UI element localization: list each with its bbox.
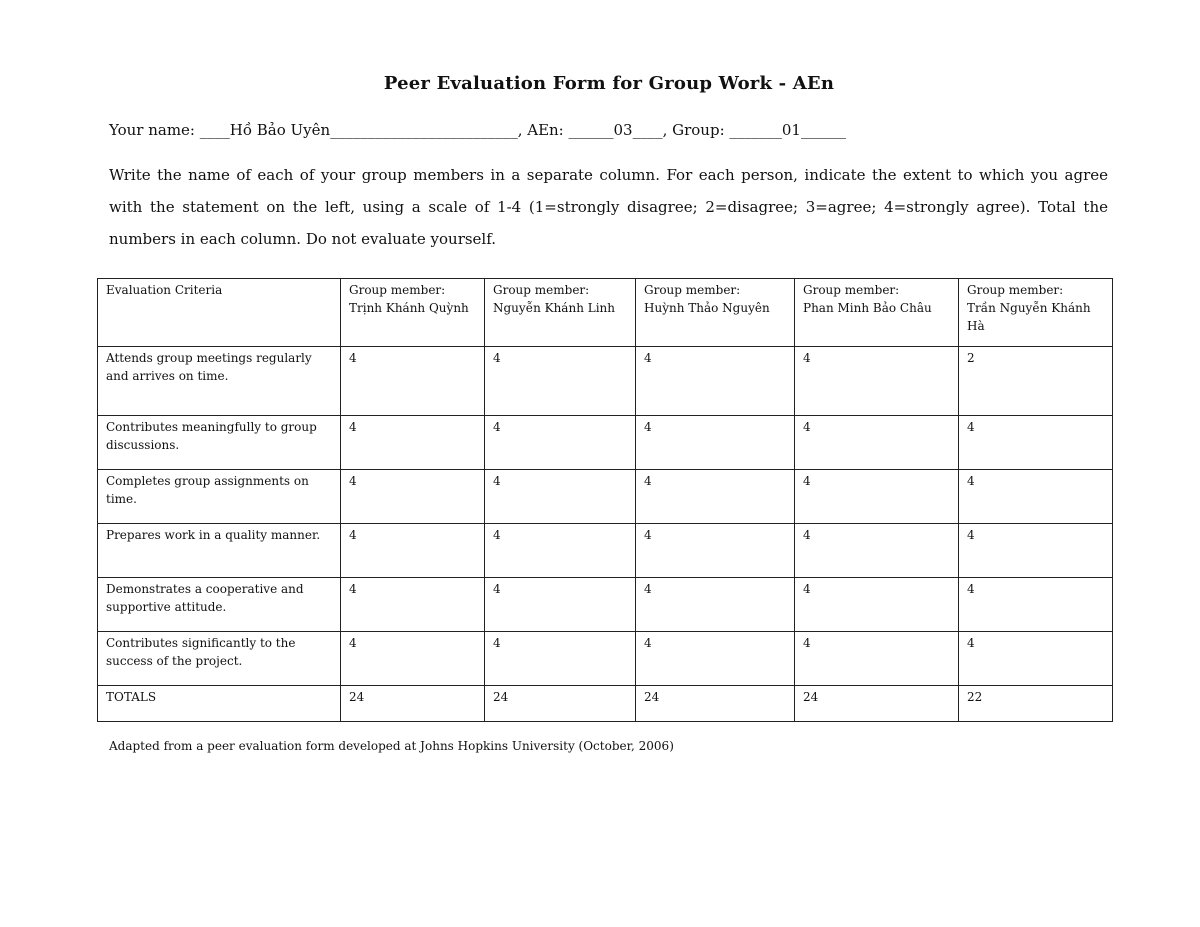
- score-cell: 4: [959, 524, 1113, 578]
- score-cell: 4: [795, 632, 959, 686]
- score-cell: 4: [485, 578, 636, 632]
- total-cell: 24: [795, 686, 959, 722]
- score-cell: 4: [485, 524, 636, 578]
- total-cell: 24: [341, 686, 485, 722]
- score-cell: 4: [959, 632, 1113, 686]
- score-cell: 4: [341, 578, 485, 632]
- form-title: Peer Evaluation Form for Group Work - AEn: [383, 73, 835, 94]
- score-cell: 4: [795, 347, 959, 416]
- score-cell: 4: [959, 470, 1113, 524]
- totals-row: [98, 686, 1113, 722]
- table-row: [98, 524, 1113, 578]
- total-cell: 22: [959, 686, 1113, 722]
- score-cell: 2: [959, 347, 1113, 416]
- score-cell: 4: [341, 524, 485, 578]
- table-header-row: [98, 279, 1113, 347]
- score-cell: 4: [795, 416, 959, 470]
- score-cell: 4: [636, 578, 795, 632]
- score-cell: 4: [795, 470, 959, 524]
- table-row: [98, 416, 1113, 470]
- evaluation-table: [97, 278, 1113, 722]
- score-cell: 4: [795, 524, 959, 578]
- member-header: Group member: Phan Minh Bảo Châu: [795, 279, 959, 347]
- criterion-cell: Demonstrates a cooperative and supportive attitude.: [98, 578, 341, 632]
- score-cell: 4: [636, 524, 795, 578]
- student-info-line: Your name: ____Hồ Bảo Uyên_________________________, AEn: ______03____, Group: _______01______: [109, 121, 846, 139]
- table-row: [98, 347, 1113, 416]
- score-cell: 4: [636, 347, 795, 416]
- member-header: Group member: Huỳnh Thảo Nguyên: [636, 279, 795, 347]
- total-cell: 24: [485, 686, 636, 722]
- instructions-paragraph: Write the name of each of your group members in a separate column. For each person, indicate the extent to which you agree with the statement on the left, using a scale of 1-4 (1=strongly disagree; 2=disagree; 3=agree; 4=strongly agree). Total the numbers in each column. Do not evaluate yourself.: [109, 166, 1108, 248]
- criterion-cell: Attends group meetings regularly and arrives on time.: [98, 347, 341, 416]
- member-header: Group member: Trịnh Khánh Quỳnh: [341, 279, 485, 347]
- score-cell: 4: [485, 470, 636, 524]
- source-note: Adapted from a peer evaluation form developed at Johns Hopkins University (October, 2006): [109, 739, 674, 753]
- table-row: [98, 470, 1113, 524]
- score-cell: 4: [485, 416, 636, 470]
- score-cell: 4: [959, 416, 1113, 470]
- table-row: [98, 578, 1113, 632]
- criterion-cell: Contributes meaningfully to group discussions.: [98, 416, 341, 470]
- score-cell: 4: [959, 578, 1113, 632]
- criterion-cell: Contributes significantly to the success of the project.: [98, 632, 341, 686]
- score-cell: 4: [341, 416, 485, 470]
- member-header: Group member: Nguyễn Khánh Linh: [485, 279, 636, 347]
- score-cell: 4: [636, 416, 795, 470]
- totals-label: TOTALS: [98, 686, 341, 722]
- member-header: Group member: Trần Nguyễn Khánh Hà: [959, 279, 1113, 347]
- score-cell: 4: [795, 578, 959, 632]
- score-cell: 4: [636, 632, 795, 686]
- score-cell: 4: [636, 470, 795, 524]
- criterion-cell: Prepares work in a quality manner.: [98, 524, 341, 578]
- score-cell: 4: [485, 632, 636, 686]
- score-cell: 4: [485, 347, 636, 416]
- criterion-cell: Completes group assignments on time.: [98, 470, 341, 524]
- total-cell: 24: [636, 686, 795, 722]
- score-cell: 4: [341, 470, 485, 524]
- score-cell: 4: [341, 347, 485, 416]
- table-row: [98, 632, 1113, 686]
- score-cell: 4: [341, 632, 485, 686]
- criteria-header: Evaluation Criteria: [98, 279, 341, 347]
